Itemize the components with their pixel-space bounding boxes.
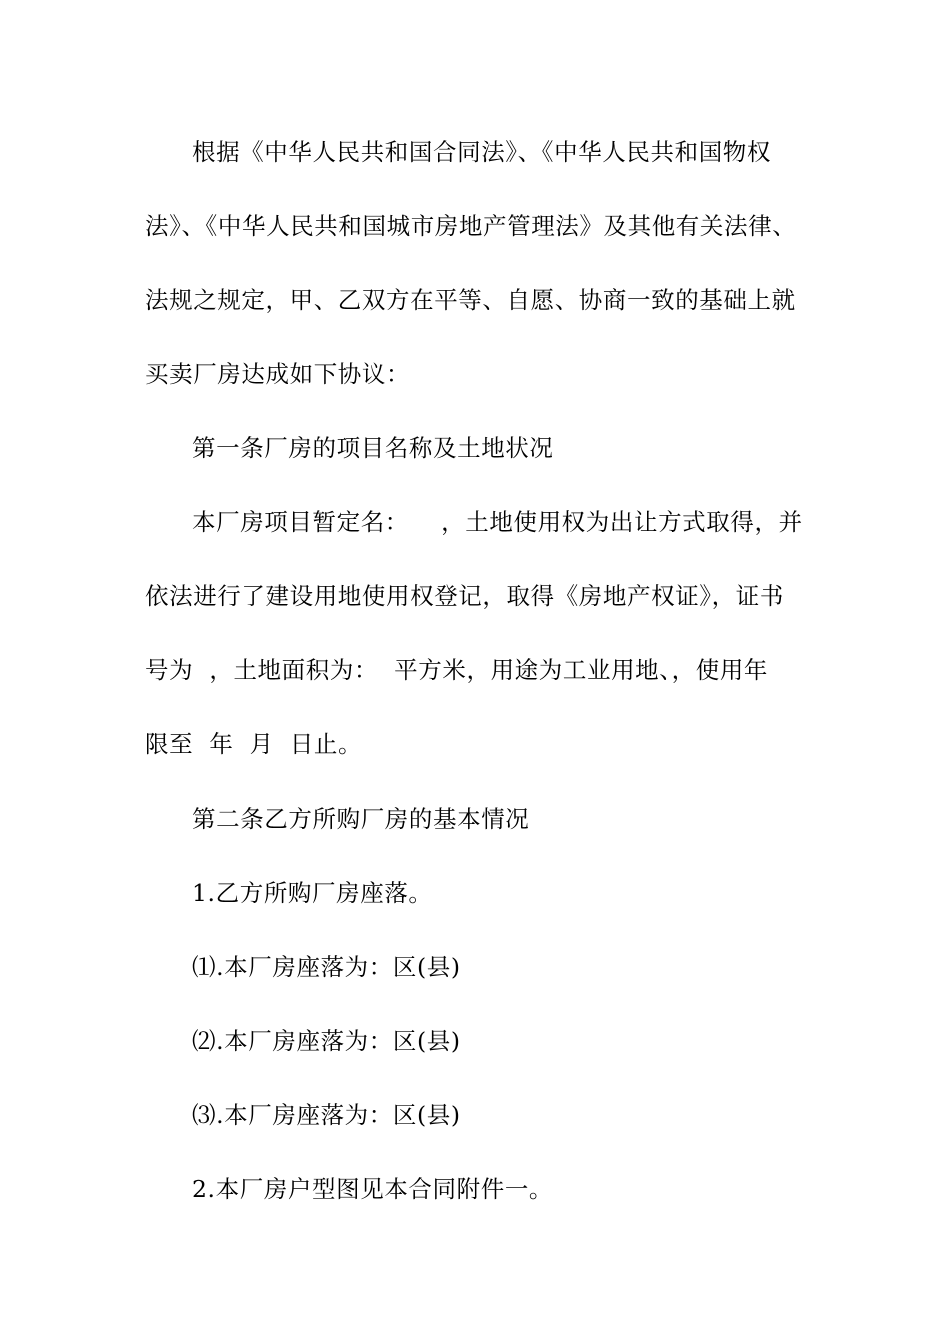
paragraph-line-4: 买卖厂房达成如下协议：: [145, 360, 411, 388]
sub-item-1: ⑴.本厂房座落为：区(县): [192, 953, 461, 981]
paragraph-line-2: 法》、《中华人民共和国城市房地产管理法》及其他有关法律、: [145, 212, 797, 240]
paragraph-line-9: 限至 年 月 日止。: [145, 730, 363, 758]
paragraph-line-1: 根据《中华人民共和国合同法》、《中华人民共和国物权: [192, 138, 771, 166]
list-item-2: 2.本厂房户型图见本合同附件一。: [192, 1175, 554, 1203]
article-heading-1: 第一条厂房的项目名称及土地状况: [192, 434, 554, 462]
list-item-1: 1.乙方所购厂房座落。: [192, 879, 433, 907]
paragraph-line-6: 本厂房项目暂定名： ，土地使用权为出让方式取得，并: [192, 508, 803, 536]
sub-item-2: ⑵.本厂房座落为：区(县): [192, 1027, 461, 1055]
article-heading-2: 第二条乙方所购厂房的基本情况: [192, 805, 530, 833]
paragraph-line-8: 号为 ，土地面积为： 平方米，用途为工业用地、，使用年: [145, 656, 769, 684]
sub-item-3: ⑶.本厂房座落为：区(县): [192, 1101, 461, 1129]
paragraph-line-7: 依法进行了建设用地使用权登记，取得《房地产权证》，证书: [145, 582, 784, 610]
paragraph-line-3: 法规之规定，甲、乙双方在平等、自愿、协商一致的基础上就: [145, 286, 796, 314]
